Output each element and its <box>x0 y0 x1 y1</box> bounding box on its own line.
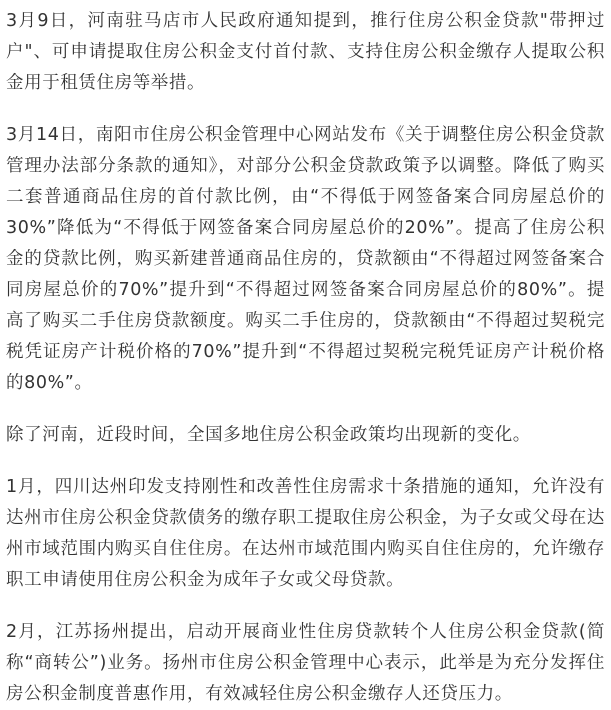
paragraph-yangzhou: 2月，江苏扬州提出，启动开展商业性住房贷款转个人住房公积金贷款(简称“商转公”)业务。扬州市住房公积金管理中心表示，此举是为充分发挥住房公积金制度普惠作用，有效减轻住房公积金缴存人还贷压力。 <box>6 622 605 704</box>
paragraph-overview: 除了河南，近段时间，全国多地住房公积金政策均出现新的变化。 <box>6 425 531 445</box>
paragraph-nanyang: 3月14日，南阳市住房公积金管理中心网站发布《关于调整住房公积金贷款管理办法部分条款的通知》，对部分公积金贷款政策予以调整。降低了购买二套普通商品住房的首付款比例，由“不得低于网签备案合同房屋总价的30%”降低为“不得低于网签备案合同房屋总价的20%”。提高了住房公积金的贷款比例，购买新建普通商品住房的，贷款额由“不得超过网签备案合同房屋总价的70%”提升到“不得超过网签备案合同房屋总价的80%”。提高了购买二手住房贷款额度。购买二手住房的，贷款额由“不得超过契税完税凭证房产计税价格的70%”提升到“不得超过契税完税凭证房产计税价格的80%”。 <box>6 125 605 393</box>
paragraph-zhumadian: 3月9日，河南驻马店市人民政府通知提到，推行住房公积金贷款"带押过户"、可申请提取住房公积金支付首付款、支持住房公积金缴存人提取公积金用于租赁住房等举措。 <box>6 11 605 93</box>
paragraph-dazhou: 1月，四川达州印发支持刚性和改善性住房需求十条措施的通知，允许没有达州市住房公积金贷款债务的缴存职工提取住房公积金，为子女或父母在达州市域范围内购买自住住房。在达州市域范围内购买自住住房的，允许缴存职工申请使用住房公积金为成年子女或父母贷款。 <box>6 477 605 590</box>
